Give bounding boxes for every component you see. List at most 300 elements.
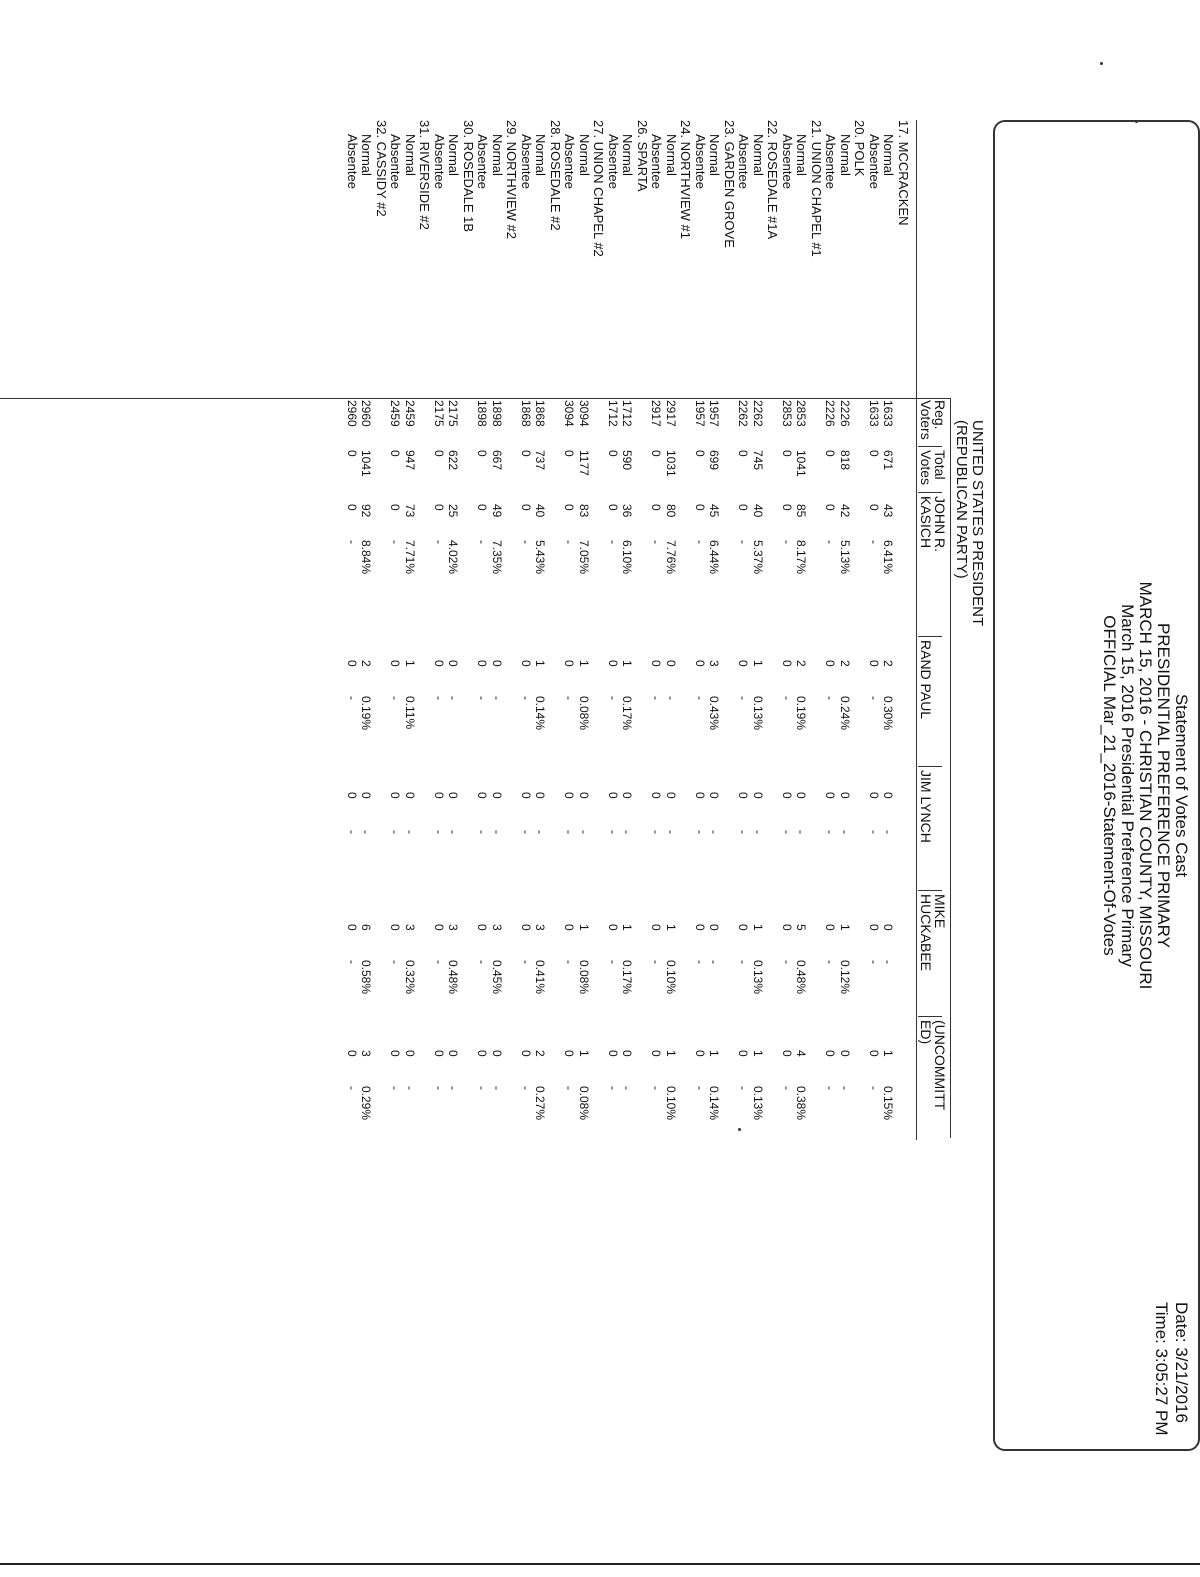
cell-unc: 0 (606, 1050, 620, 1057)
cell-paul: 1 (403, 660, 417, 667)
row-label-absentee: Absentee (606, 134, 621, 189)
cell-huck: 0 (432, 924, 446, 931)
cell-total: 0 (780, 450, 794, 457)
row-label-absentee: Absentee (475, 134, 491, 189)
cell-unc: 1 (577, 1050, 591, 1057)
cell-lynch: 0 (562, 792, 577, 799)
cell-huck-pct: - (881, 960, 896, 964)
cell-lynch-pct: - (519, 830, 533, 834)
cell-reg: 2917 (664, 400, 678, 427)
cell-lynch-pct: - (823, 830, 838, 834)
col-jim-lynch: JIM LYNCH (918, 770, 934, 843)
cell-kasich-pct: - (562, 540, 577, 544)
cell-unc-pct: 0.15% (881, 1086, 896, 1121)
cell-reg: 1712 (620, 400, 635, 427)
cell-unc-pct: - (432, 1086, 446, 1090)
header-top-rule (950, 398, 951, 1138)
cell-reg: 1957 (693, 400, 707, 427)
report-subtitle: PRESIDENTIAL PREFERENCE PRIMARY (1154, 623, 1173, 948)
cell-huck: 0 (519, 924, 533, 931)
cell-paul: 2 (794, 660, 809, 667)
precinct-name: 28. ROSEDALE #2 (548, 120, 563, 231)
cell-lynch-pct: - (736, 830, 751, 834)
cell-unc: 0 (838, 1050, 852, 1057)
cell-paul: 3 (707, 660, 722, 667)
cell-reg: 2226 (838, 400, 852, 427)
cell-kasich: 0 (345, 504, 359, 511)
cell-unc: 0 (446, 1050, 461, 1057)
cell-unc: 1 (664, 1050, 678, 1057)
contest-party: (REPUBLICAN PARTY) (953, 420, 970, 579)
row-label-normal: Normal (490, 134, 505, 176)
cell-huck: 3 (533, 924, 548, 931)
row-label-absentee: Absentee (432, 134, 447, 189)
cell-total: 1041 (794, 450, 809, 477)
cell-paul: 0 (693, 660, 707, 667)
cell-huck-pct: - (823, 960, 838, 964)
cell-reg: 2175 (432, 400, 446, 427)
cell-kasich-pct: - (345, 540, 359, 544)
cell-unc-pct: 0.29% (359, 1086, 374, 1121)
cell-paul-pct: 0.11% (403, 696, 417, 730)
col-huckabee-1: MIKE (932, 894, 948, 929)
row-label-normal: Normal (707, 134, 723, 176)
cell-lynch-pct: - (838, 830, 852, 834)
cell-total: 0 (649, 450, 664, 457)
precinct-name: 31. RIVERSIDE #2 (417, 120, 433, 230)
cell-paul: 0 (446, 660, 461, 667)
scan-edge-line (0, 1563, 1200, 1565)
cell-huck-pct: - (606, 960, 620, 964)
cell-lynch: 0 (388, 792, 403, 799)
cell-unc: 0 (388, 1050, 403, 1057)
cell-kasich-pct: - (736, 540, 751, 544)
cell-kasich: 0 (649, 504, 664, 511)
cell-reg: 2459 (388, 400, 403, 427)
row-label-normal: Normal (577, 134, 592, 176)
cell-lynch-pct: - (577, 830, 591, 834)
cell-huck-pct: 0.12% (838, 960, 852, 995)
row-label-absentee: Absentee (693, 134, 708, 189)
cell-paul-pct: - (388, 696, 403, 700)
cell-huck-pct: 0.45% (490, 960, 504, 995)
cell-huck-pct: 0.32% (403, 960, 417, 995)
cell-kasich-pct: 6.41% (881, 540, 896, 575)
cell-lynch-pct: - (359, 830, 374, 834)
cell-lynch-pct: - (649, 830, 664, 834)
cell-paul: 0 (562, 660, 577, 667)
cell-kasich-pct: 7.35% (490, 540, 504, 575)
cell-unc-pct: 0.13% (751, 1086, 765, 1121)
cell-paul-pct: - (475, 696, 490, 700)
cell-kasich: 36 (620, 504, 635, 518)
cell-unc-pct: - (838, 1086, 852, 1090)
cell-total: 745 (751, 450, 765, 471)
cell-kasich: 0 (867, 504, 881, 511)
cell-unc: 0 (432, 1050, 446, 1057)
cell-lynch-pct: - (446, 830, 461, 834)
cell-paul-pct: 0.08% (577, 696, 591, 731)
cell-kasich-pct: 8.84% (359, 540, 374, 575)
cell-unc-pct: - (867, 1086, 881, 1090)
col-divider (918, 1016, 942, 1017)
col-huckabee-2: HUCKABEE (918, 894, 934, 972)
cell-lynch-pct: - (388, 830, 403, 834)
cell-lynch: 0 (881, 792, 896, 799)
cell-huck-pct: - (867, 960, 881, 964)
precinct-name: 29. NORTHVIEW #2 (504, 120, 520, 239)
cell-unc-pct: 0.38% (794, 1086, 809, 1121)
report-title: Statement of Votes Cast (1172, 693, 1191, 878)
cell-lynch-pct: - (693, 830, 707, 834)
cell-kasich-pct: - (606, 540, 620, 544)
cell-huck-pct: - (519, 960, 533, 964)
cell-kasich-pct: 6.10% (620, 540, 635, 575)
cell-paul-pct: - (606, 696, 620, 700)
row-label-absentee: Absentee (649, 134, 665, 189)
cell-huck-pct: 0.10% (664, 960, 678, 995)
cell-reg: 1712 (606, 400, 620, 427)
cell-kasich: 73 (403, 504, 417, 518)
row-label-normal: Normal (359, 134, 375, 176)
cell-paul: 0 (519, 660, 533, 667)
cell-paul-pct: - (649, 696, 664, 700)
cell-paul: 2 (359, 660, 374, 667)
cell-lynch-pct: - (562, 830, 577, 834)
cell-unc-pct: - (403, 1086, 417, 1090)
cell-total: 0 (432, 450, 446, 457)
cell-total: 947 (403, 450, 417, 471)
row-label-normal: Normal (838, 134, 853, 176)
cell-total: 590 (620, 450, 635, 471)
cell-paul: 0 (606, 660, 620, 667)
cell-huck-pct: 0.41% (533, 960, 548, 995)
row-label-absentee: Absentee (823, 134, 839, 189)
cell-lynch: 0 (649, 792, 664, 799)
cell-unc: 1 (881, 1050, 896, 1057)
cell-reg: 2262 (751, 400, 765, 427)
cell-huck-pct: - (345, 960, 359, 964)
cell-paul: 1 (577, 660, 591, 667)
cell-lynch: 0 (867, 792, 881, 799)
cell-huck-pct: - (649, 960, 664, 964)
cell-huck-pct: - (388, 960, 403, 964)
cell-kasich-pct: 5.43% (533, 540, 548, 575)
cell-huck: 3 (403, 924, 417, 931)
cell-total: 0 (867, 450, 881, 457)
cell-huck-pct: 0.48% (446, 960, 461, 995)
cell-huck: 0 (823, 924, 838, 931)
cell-reg: 2917 (649, 400, 664, 427)
scan-speck (1100, 62, 1103, 65)
cell-huck: 0 (649, 924, 664, 931)
cell-reg: 1898 (490, 400, 504, 427)
cell-kasich: 92 (359, 504, 374, 518)
col-reg-voters-2: Voters (918, 400, 934, 440)
cell-kasich: 0 (388, 504, 403, 511)
cell-reg: 2459 (403, 400, 417, 427)
cell-unc: 0 (475, 1050, 490, 1057)
cell-unc-pct: - (620, 1086, 635, 1090)
cell-total: 737 (533, 450, 548, 471)
cell-huck-pct: 0.48% (794, 960, 809, 995)
cell-lynch: 0 (432, 792, 446, 799)
cell-lynch: 0 (519, 792, 533, 799)
cell-unc-pct: - (823, 1086, 838, 1090)
cell-unc-pct: 0.14% (707, 1086, 722, 1121)
cell-lynch: 0 (446, 792, 461, 799)
cell-paul: 0 (823, 660, 838, 667)
cell-lynch: 0 (823, 792, 838, 799)
cell-kasich: 49 (490, 504, 504, 518)
cell-paul-pct: - (490, 696, 504, 700)
cell-kasich: 25 (446, 504, 461, 518)
cell-huck-pct: - (780, 960, 794, 964)
precinct-name: 26. SPARTA (635, 120, 650, 192)
cell-total: 818 (838, 450, 852, 471)
cell-lynch-pct: - (490, 830, 504, 834)
cell-lynch: 0 (751, 792, 765, 799)
col-divider (918, 446, 942, 447)
cell-kasich: 85 (794, 504, 809, 518)
cell-total: 671 (881, 450, 896, 471)
cell-kasich-pct: - (780, 540, 794, 544)
col-total-votes-1: Total (932, 450, 948, 480)
cell-huck-pct: - (707, 960, 722, 964)
cell-huck-pct: - (693, 960, 707, 964)
cell-kasich-pct: - (823, 540, 838, 544)
cell-unc: 0 (649, 1050, 664, 1057)
cell-kasich: 40 (751, 504, 765, 518)
cell-kasich-pct: 8.17% (794, 540, 809, 575)
cell-unc: 0 (736, 1050, 751, 1057)
cell-lynch: 0 (533, 792, 548, 799)
precinct-name: 27. UNION CHAPEL #2 (591, 120, 607, 257)
cell-unc: 0 (620, 1050, 635, 1057)
cell-unc-pct: - (345, 1086, 359, 1090)
cell-unc: 2 (533, 1050, 548, 1057)
cell-lynch: 0 (475, 792, 490, 799)
cell-huck-pct: - (475, 960, 490, 964)
precinct-name: 17. MCCRACKEN (896, 120, 911, 226)
cell-huck: 3 (446, 924, 461, 931)
cell-unc: 4 (794, 1050, 809, 1057)
header-bottom-rule (916, 120, 917, 1140)
cell-lynch-pct: - (345, 830, 359, 834)
cell-lynch: 0 (707, 792, 722, 799)
cell-paul: 2 (881, 660, 896, 667)
cell-unc: 0 (345, 1050, 359, 1057)
cell-huck-pct: 0.08% (577, 960, 591, 995)
cell-reg: 2175 (446, 400, 461, 427)
cell-unc-pct: 0.27% (533, 1086, 548, 1121)
cell-paul: 0 (388, 660, 403, 667)
cell-paul-pct: 0.14% (533, 696, 548, 731)
cell-total: 0 (519, 450, 533, 457)
cell-lynch-pct: - (606, 830, 620, 834)
cell-total: 1031 (664, 450, 678, 477)
precinct-name: 22. ROSEDALE #1A (765, 120, 781, 240)
cell-kasich-pct: 6.44% (707, 540, 722, 575)
cell-huck: 0 (388, 924, 403, 931)
cell-huck: 0 (475, 924, 490, 931)
col-kasich-1: JOHN R. (932, 496, 948, 552)
cell-paul: 0 (432, 660, 446, 667)
report-time: Time: 3:05:27 PM (1152, 1302, 1171, 1436)
cell-huck: 1 (577, 924, 591, 931)
col-divider (918, 492, 942, 493)
row-label-normal: Normal (664, 134, 679, 176)
cell-paul-pct: 0.13% (751, 696, 765, 731)
cell-paul-pct: 0.19% (794, 696, 809, 731)
cell-paul-pct: - (780, 696, 794, 700)
cell-paul-pct: - (345, 696, 359, 700)
cell-reg: 1868 (519, 400, 533, 427)
col-divider (918, 766, 942, 767)
cell-kasich-pct: - (432, 540, 446, 544)
col-uncommitted-1: (UNCOMMITT (932, 1020, 948, 1111)
cell-paul-pct: - (519, 696, 533, 700)
cell-total: 622 (446, 450, 461, 471)
cell-huck: 1 (620, 924, 635, 931)
cell-kasich-pct: - (693, 540, 707, 544)
cell-lynch-pct: - (432, 830, 446, 834)
cell-huck: 3 (490, 924, 504, 931)
cell-kasich-pct: - (519, 540, 533, 544)
col-divider (918, 890, 942, 891)
cell-total: 1041 (359, 450, 374, 477)
cell-unc-pct: - (780, 1086, 794, 1090)
cell-lynch: 0 (359, 792, 374, 799)
cell-lynch-pct: - (403, 830, 417, 834)
cell-unc-pct: - (475, 1086, 490, 1090)
cell-huck: 0 (780, 924, 794, 931)
col-uncommitted-2: ED) (918, 1020, 934, 1045)
cell-paul-pct: 0.17% (620, 696, 635, 731)
cell-total: 0 (388, 450, 403, 457)
cell-paul: 0 (664, 660, 678, 667)
cell-paul-pct: 0.30% (881, 696, 896, 731)
cell-lynch-pct: - (664, 830, 678, 834)
cell-paul: 0 (736, 660, 751, 667)
cell-paul-pct: - (736, 696, 751, 700)
cell-lynch: 0 (838, 792, 852, 799)
cell-unc: 0 (867, 1050, 881, 1057)
cell-huck-pct: 0.13% (751, 960, 765, 995)
cell-paul-pct: 0.24% (838, 696, 852, 731)
cell-huck: 0 (736, 924, 751, 931)
cell-reg: 2853 (780, 400, 794, 427)
cell-reg: 2262 (736, 400, 751, 427)
cell-paul-pct: 0.19% (359, 696, 374, 731)
cell-total: 0 (736, 450, 751, 457)
row-label-normal: Normal (446, 134, 462, 176)
cell-reg: 2226 (823, 400, 838, 427)
cell-huck-pct: - (562, 960, 577, 964)
cell-huck: 0 (707, 924, 722, 931)
cell-huck: 0 (562, 924, 577, 931)
cell-unc: 0 (780, 1050, 794, 1057)
cell-paul: 0 (345, 660, 359, 667)
cell-paul-pct: - (664, 696, 678, 700)
row-label-normal: Normal (751, 134, 766, 176)
cell-kasich-pct: - (649, 540, 664, 544)
cell-lynch-pct: - (533, 830, 548, 834)
cell-kasich: 0 (736, 504, 751, 511)
row-label-absentee: Absentee (780, 134, 795, 189)
cell-huck: 5 (794, 924, 809, 931)
cell-reg: 1898 (475, 400, 490, 427)
cell-unc-pct: - (649, 1086, 664, 1090)
col-reg-voters-1: Reg. (932, 400, 948, 430)
cell-kasich: 40 (533, 504, 548, 518)
row-label-normal: Normal (794, 134, 810, 176)
report-county-line: MARCH 15, 2016 - CHRISTIAN COUNTY, MISSOURI (1136, 581, 1155, 990)
cell-total: 0 (693, 450, 707, 457)
cell-paul-pct: 0.43% (707, 696, 722, 731)
cell-huck: 0 (867, 924, 881, 931)
cell-huck: 0 (606, 924, 620, 931)
cell-huck-pct: 0.58% (359, 960, 374, 995)
col-rand-paul: RAND PAUL (918, 640, 934, 720)
cell-paul: 0 (490, 660, 504, 667)
cell-unc: 0 (823, 1050, 838, 1057)
cell-huck: 1 (751, 924, 765, 931)
cell-huck: 0 (345, 924, 359, 931)
cell-total: 0 (562, 450, 577, 457)
cell-kasich-pct: 7.05% (577, 540, 591, 575)
cell-paul: 1 (751, 660, 765, 667)
cell-paul-pct: - (446, 696, 461, 700)
row-label-absentee: Absentee (519, 134, 534, 189)
cell-kasich-pct: - (867, 540, 881, 544)
cell-unc: 3 (359, 1050, 374, 1057)
cell-kasich: 0 (606, 504, 620, 511)
row-label-normal: Normal (620, 134, 636, 176)
cell-paul: 2 (838, 660, 852, 667)
col-total-votes-2: Votes (918, 450, 934, 486)
precinct-name: 23. GARDEN GROVE (722, 120, 737, 248)
row-label-normal: Normal (533, 134, 549, 176)
cell-unc-pct: - (490, 1086, 504, 1090)
precinct-name: 21. UNION CHAPEL #1 (809, 120, 824, 257)
col-kasich-2: KASICH (918, 496, 934, 549)
cell-paul: 0 (780, 660, 794, 667)
precinct-name: 24. NORTHVIEW #1 (678, 120, 694, 239)
cell-lynch: 0 (794, 792, 809, 799)
cell-paul-pct: - (562, 696, 577, 700)
cell-kasich: 45 (707, 504, 722, 518)
cell-lynch: 0 (620, 792, 635, 799)
cell-kasich: 0 (432, 504, 446, 511)
cell-unc: 0 (562, 1050, 577, 1057)
cell-lynch: 0 (664, 792, 678, 799)
cell-huck: 0 (693, 924, 707, 931)
cell-kasich: 0 (693, 504, 707, 511)
cell-lynch: 0 (577, 792, 591, 799)
cell-lynch-pct: - (707, 830, 722, 834)
cell-kasich: 83 (577, 504, 591, 518)
cell-unc-pct: - (562, 1086, 577, 1090)
cell-total: 1177 (577, 450, 591, 476)
cell-lynch: 0 (606, 792, 620, 799)
cell-kasich-pct: 7.71% (403, 540, 417, 575)
cell-reg: 2960 (359, 400, 374, 427)
cell-paul-pct: - (693, 696, 707, 700)
cell-kasich-pct: 5.13% (838, 540, 852, 575)
cell-kasich-pct: 5.37% (751, 540, 765, 575)
cell-unc-pct: - (519, 1086, 533, 1090)
